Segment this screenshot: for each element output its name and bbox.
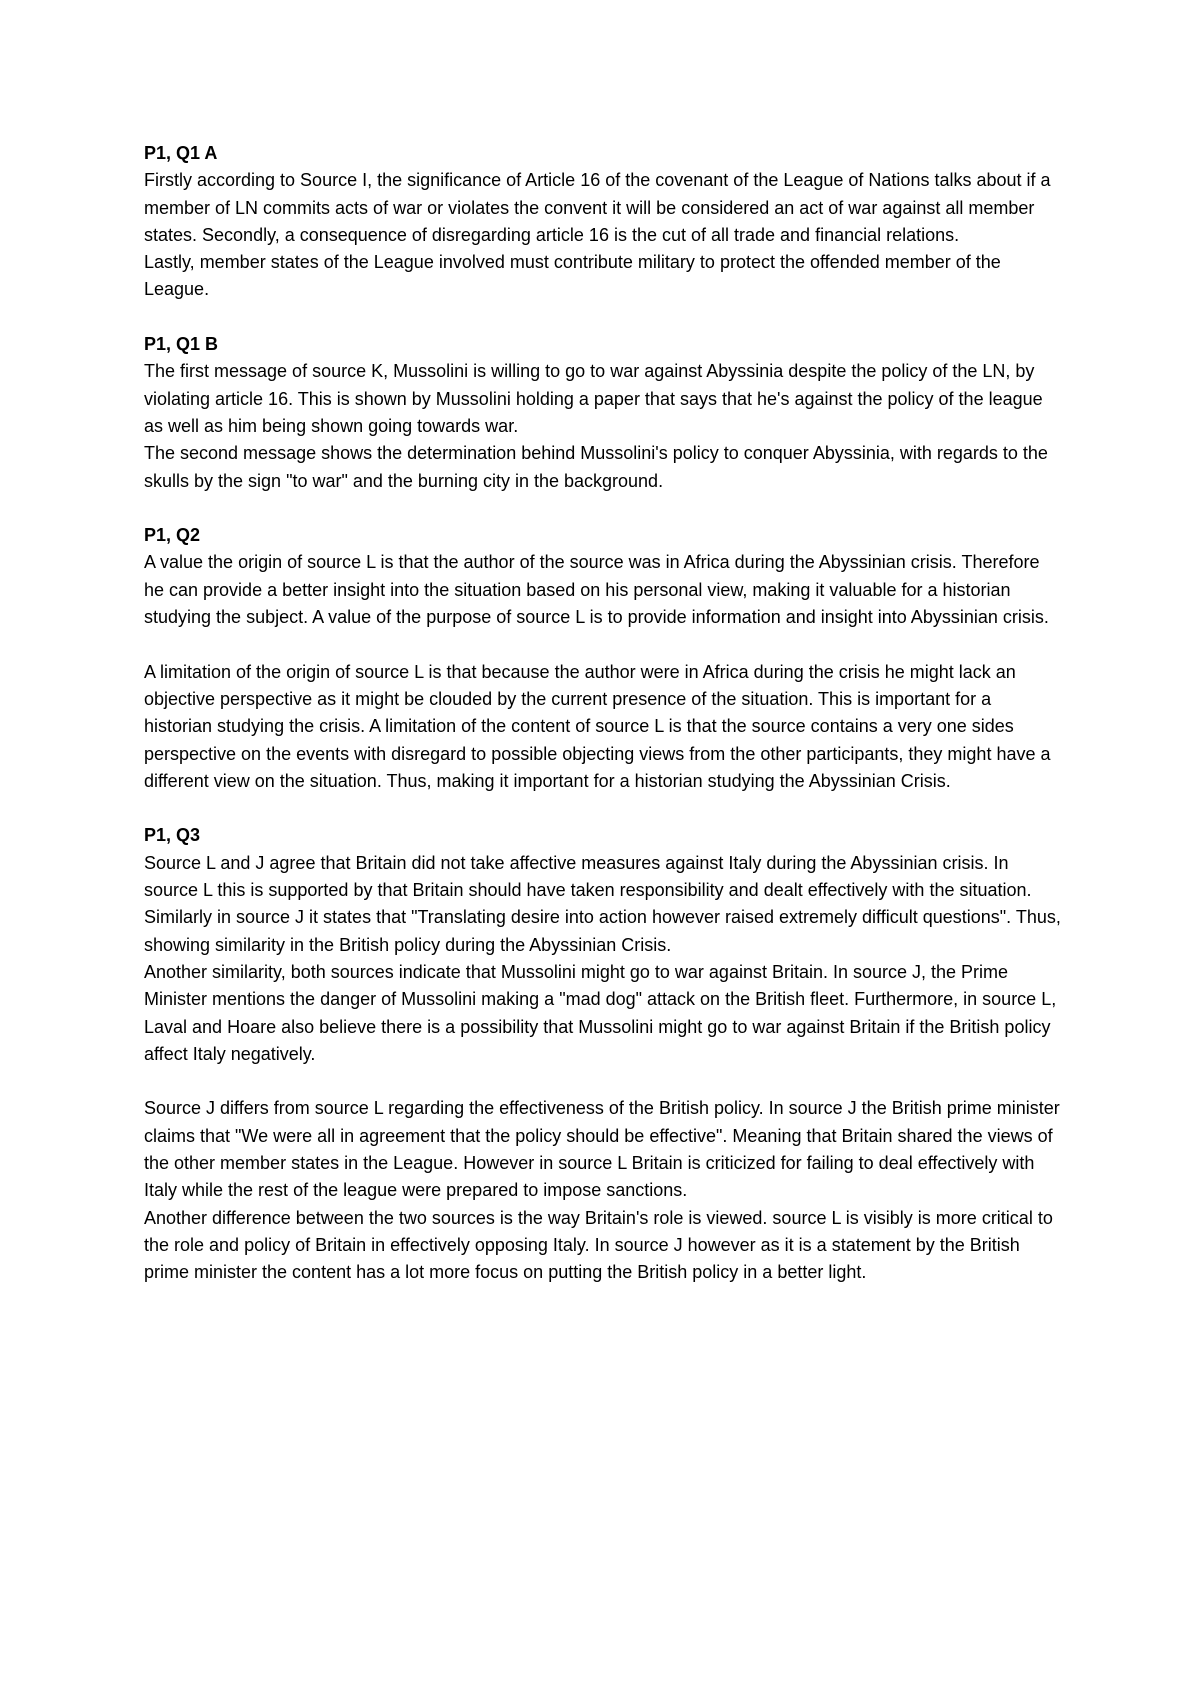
section-p1-q2: [144, 522, 1064, 795]
paragraph: The second message shows the determination behind Mussolini's policy to conquer Abyssinia, with regards to the skulls by the sign "to war" and the burning city in the background.: [144, 443, 1048, 491]
paragraph: A limitation of the origin of source L is that because the author were in Africa during the crisis he might lack an objective perspective as it might be clouded by the current presence of the situation. This is important for a historian studying the crisis. A limitation of the content of source L is that the source contains a very one sides perspective on the events with disregard to possible objecting views from the other participants, they might have a different view on the situation. Thus, making it important for a historian studying the Abyssinian Crisis.: [144, 661, 1051, 791]
section-p1-q3: [144, 822, 1064, 1286]
paragraph: The first message of source K, Mussolini is willing to go to war against Abyssinia despite the policy of the LN, by violating article 16. This is shown by Mussolini holding a paper that says that he's against the policy of the league as well as him being shown going towards war.: [144, 361, 1043, 436]
paragraph: Source L and J agree that Britain did not take affective measures against Italy during the Abyssinian crisis. In source L this is supported by that Britain should have taken responsibility and dealt effectively with the situation. Similarly in source J it states that "Translating desire into action however raised extremely difficult questions". Thus, showing similarity in the British policy during the Abyssinian Crisis.: [144, 852, 1061, 955]
section-p1-q1b: [144, 331, 1064, 495]
document-body: [144, 140, 1064, 1314]
paragraph: Another similarity, both sources indicate that Mussolini might go to war against Britain. In source J, the Prime Minister mentions the danger of Mussolini making a "mad dog" attack on the British fleet. Furthermore, in source L, Laval and Hoare also believe there is a possibility that Mussolini might go to war against Britain if the British policy affect Italy negatively.: [144, 961, 1057, 1064]
paragraph: Another difference between the two sources is the way Britain's role is viewed. source L is visibly is more critical to the role and policy of Britain in effectively opposing Italy. In source J however as it is a statement by the British prime minister the content has a lot more focus on putting the British policy in a better light.: [144, 1207, 1053, 1283]
section-heading: P1, Q1 B: [144, 334, 219, 355]
paragraph: Lastly, member states of the League involved must contribute military to protect the offended member of the League.: [144, 252, 1001, 300]
section-heading: P1, Q3: [144, 825, 201, 846]
paragraph: Source J differs from source L regarding the effectiveness of the British policy. In source J the British prime minister claims that "We were all in agreement that the policy should be effective". Meaning that Britain shared the views of the other member states in the League. However in source L Britain is criticized for failing to deal effectively with Italy while the rest of the league were prepared to impose sanctions.: [144, 1098, 1060, 1201]
paragraph: Firstly according to Source I, the significance of Article 16 of the covenant of the League of Nations talks about if a member of LN commits acts of war or violates the convent it will be considered an act of war against all member states. Secondly, a consequence of disregarding article 16 is the cut of all trade and financial relations.: [144, 170, 1051, 245]
paragraph: A value the origin of source L is that the author of the source was in Africa during the Abyssinian crisis. Therefore he can provide a better insight into the situation based on his personal view, making it valuable for a historian studying the subject. A value of the purpose of source L is to provide information and insight into Abyssinian crisis.: [144, 552, 1049, 628]
section-heading: P1, Q2: [144, 525, 201, 546]
section-heading: P1, Q1 A: [144, 143, 218, 163]
section-p1-q1a: [144, 140, 1064, 304]
